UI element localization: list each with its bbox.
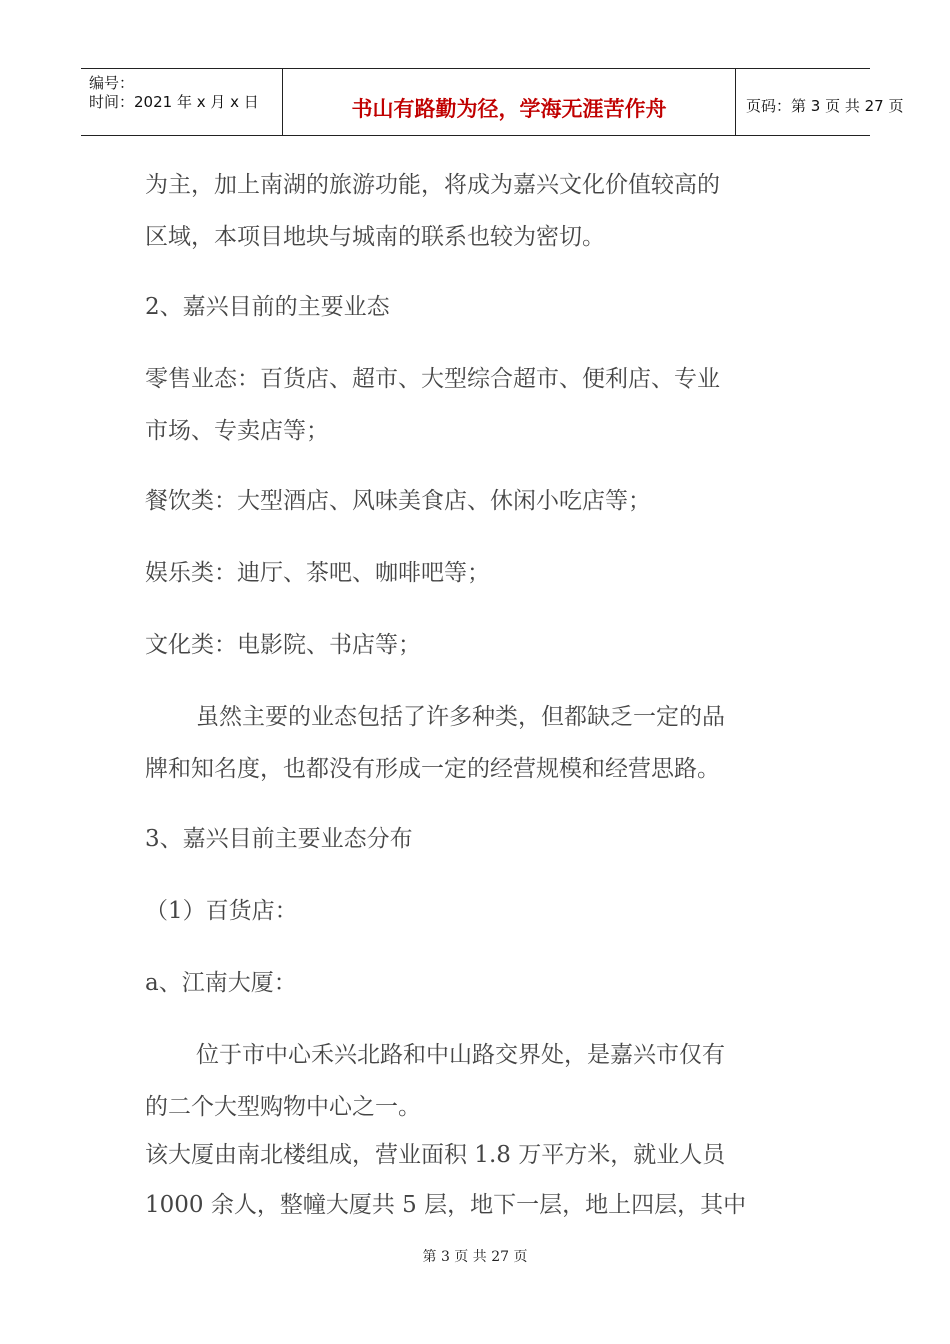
- body-line: 牌和知名度，也都没有形成一定的经营规模和经营思路。: [145, 756, 720, 782]
- page-header: [81, 68, 904, 136]
- body-line: 位于市中心禾兴北路和中山路交界处，是嘉兴市仅有: [196, 1042, 725, 1068]
- section-heading: 3、嘉兴目前主要业态分布: [145, 826, 413, 852]
- page-footer: 第 3 页 共 27 页: [422, 1249, 528, 1265]
- body-line: 文化类：电影院、书店等；: [145, 632, 421, 658]
- document-number-label: 编号：: [89, 74, 135, 92]
- body-line: 虽然主要的业态包括了许多种类，但都缺乏一定的品: [196, 704, 725, 730]
- body-line: 零售业态：百货店、超市、大型综合超市、便利店、专业: [145, 366, 720, 392]
- body-line: 为主，加上南湖的旅游功能，将成为嘉兴文化价值较高的: [145, 172, 720, 198]
- subsection-heading: （1）百货店：: [145, 898, 298, 924]
- body-line: 餐饮类：大型酒店、风味美食店、休闲小吃店等；: [145, 488, 651, 514]
- body-line: 的二个大型购物中心之一。: [145, 1094, 421, 1120]
- item-heading: a、江南大厦：: [145, 970, 297, 996]
- body-line: 市场、专卖店等；: [145, 418, 329, 444]
- document-date: 时间：2021 年 x 月 x 日: [89, 93, 259, 111]
- section-heading: 2、嘉兴目前的主要业态: [145, 294, 390, 320]
- body-line: 区域，本项目地块与城南的联系也较为密切。: [145, 224, 605, 250]
- header-page-cell: [736, 69, 904, 135]
- header-meta-cell: [81, 69, 282, 135]
- header-page-info: 页码：第 3 页 共 27 页: [746, 97, 904, 115]
- header-motto-cell: [282, 69, 736, 135]
- body-line: 娱乐类：迪厅、茶吧、咖啡吧等；: [145, 560, 490, 586]
- body-line: 1000 余人，整幢大厦共 5 层，地下一层，地上四层，其中: [145, 1192, 747, 1218]
- body-line: 该大厦由南北楼组成，营业面积 1.8 万平方米，就业人员: [145, 1142, 726, 1168]
- header-motto: 书山有路勤为径，学海无涯苦作舟: [351, 97, 667, 121]
